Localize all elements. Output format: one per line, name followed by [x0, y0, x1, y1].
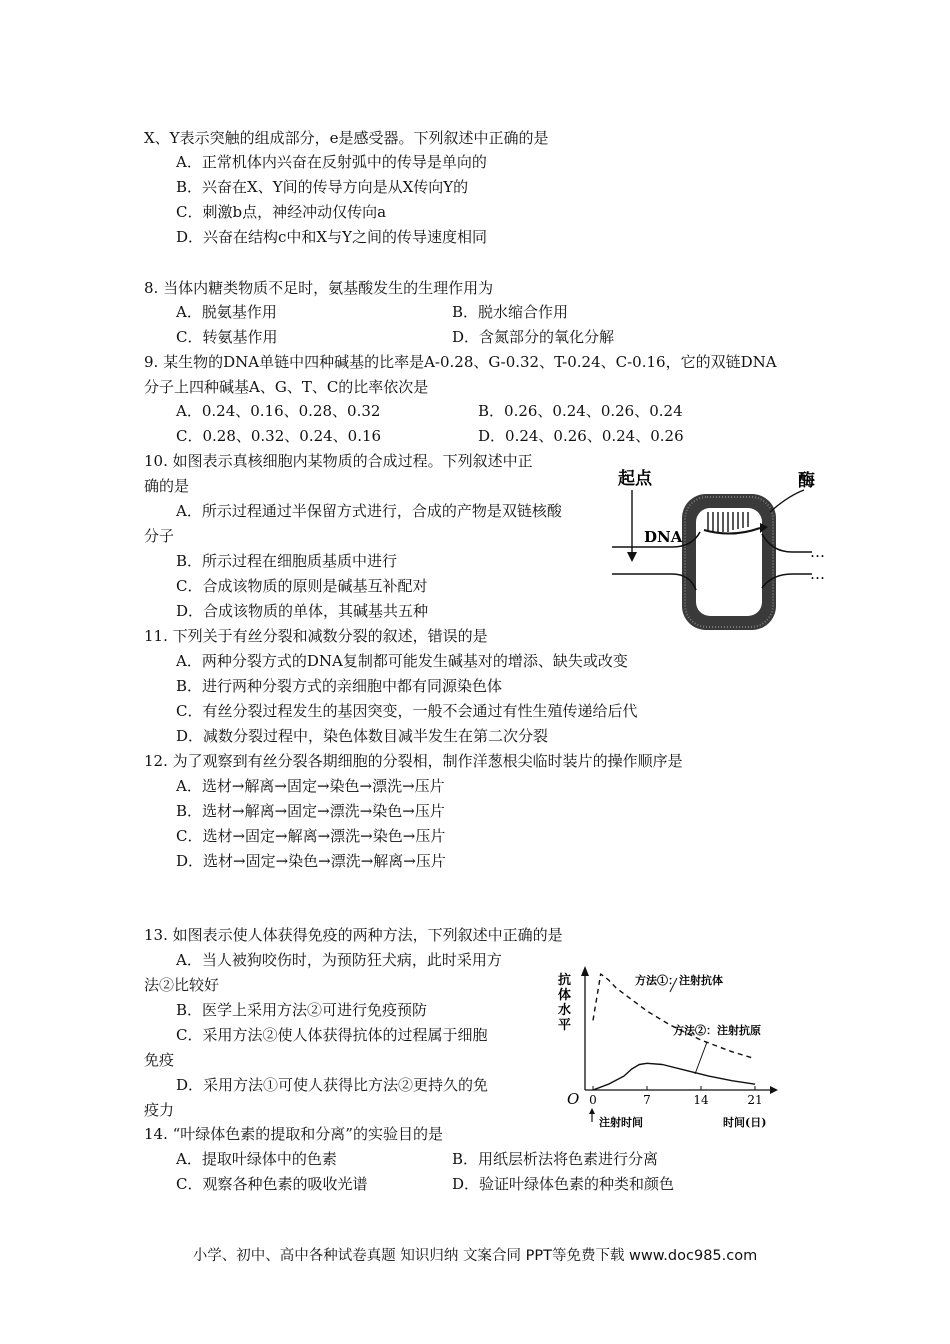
origin-label: O	[567, 1090, 580, 1108]
dna-replication-figure	[612, 462, 832, 640]
y-axis-label-char: 体	[558, 988, 572, 1003]
q14-option-b: B．用纸层析法将色素进行分离	[452, 1150, 659, 1168]
antibody-level-chart	[555, 962, 785, 1132]
q14-stem: 14. “叶绿体色素的提取和分离”的实验目的是	[144, 1125, 443, 1143]
q9-option-b: B．0.26、0.24、0.26、0.24	[478, 402, 683, 420]
q9-stem-line2: 分子上四种碱基A、G、T、C的比率依次是	[144, 378, 429, 396]
q14-option-a: A．提取叶绿体中的色素	[176, 1150, 337, 1168]
q13-option-a-cont: 法②比较好	[144, 976, 220, 994]
injection-time-label: 注射时间	[599, 1116, 643, 1129]
q7-option-c: C．刺激b点，神经冲动仅传向a	[176, 203, 387, 221]
q9-option-a: A．0.24、0.16、0.28、0.32	[176, 402, 381, 420]
x-tick-label: 21	[747, 1093, 763, 1107]
q8-stem: 8. 当体内糖类物质不足时，氨基酸发生的生理作用为	[144, 279, 494, 297]
q13-stem: 13. 如图表示使人体获得免疫的两种方法，下列叙述中正确的是	[144, 926, 563, 944]
x-axis-label: 时间(日)	[723, 1116, 767, 1129]
x-tick-label: 14	[693, 1093, 709, 1107]
q9-stem-line1: 9. 某生物的DNA单链中四种碱基的比率是A-0.28、G-0.32、T-0.24、C-0.16，它的双链DNA	[144, 353, 777, 371]
q13-option-c: C．采用方法②使人体获得抗体的过程属于细胞	[176, 1026, 488, 1044]
y-axis-label-char: 平	[558, 1018, 572, 1033]
label-enzyme: 酶	[798, 471, 815, 491]
q7-option-b: B．兴奋在X、Y间的传导方向是从X传向Y的	[176, 178, 469, 196]
q10-option-b: B．所示过程在细胞质基质中进行	[176, 552, 398, 570]
q13-option-d-cont: 疫力	[144, 1101, 175, 1119]
legend-method-2: 方法②：注射抗原	[673, 1024, 761, 1037]
q10-stem-line2: 确的是	[144, 477, 190, 495]
q7-stem: X、Y表示突触的组成部分，e是感受器。下列叙述中正确的是	[144, 129, 549, 147]
q10-option-d: D．合成该物质的单体，其碱基共五种	[176, 602, 429, 620]
q11-option-d: D．减数分裂过程中，染色体数目减半发生在第二次分裂	[176, 727, 549, 745]
label-origin: 起点	[618, 469, 652, 489]
q8-option-a: A．脱氨基作用	[176, 303, 277, 321]
label-dna: DNA	[644, 528, 683, 546]
q13-option-b: B．医学上采用方法②可进行免疫预防	[176, 1001, 428, 1019]
y-axis-label	[558, 972, 571, 1033]
q12-option-d: D．选材→固定→染色→漂洗→解离→压片	[176, 852, 446, 870]
q13-option-c-cont: 免疫	[144, 1051, 175, 1069]
q8-option-b: B．脱水缩合作用	[452, 303, 569, 321]
q9-option-d: D．0.24、0.26、0.24、0.26	[478, 427, 684, 445]
page-footer: 小学、初中、高中各种试卷真题 知识归纳 文案合同 PPT等免费下载 www.doc985.com	[192, 1248, 758, 1264]
q11-option-a: A．两种分裂方式的DNA复制都可能发生碱基对的增添、缺失或改变	[176, 652, 628, 670]
bubble-inner	[696, 508, 762, 616]
q9-option-c: C．0.28、0.32、0.24、0.16	[176, 427, 382, 445]
label-dots-top: …	[810, 543, 825, 561]
q7-option-a: A．正常机体内兴奋在反射弧中的传导是单向的	[176, 153, 487, 171]
legend-method-1: 方法①：注射抗体	[635, 974, 723, 987]
q13-option-a: A．当人被狗咬伤时，为预防狂犬病，此时采用方	[176, 951, 502, 969]
q12-option-a: A．选材→解离→固定→染色→漂洗→压片	[176, 777, 445, 795]
x-tick-label: 0	[589, 1093, 597, 1107]
q10-stem-line1: 10. 如图表示真核细胞内某物质的合成过程。下列叙述中正	[144, 452, 533, 470]
q8-option-d: D．含氮部分的氧化分解	[452, 328, 615, 346]
q12-option-b: B．选材→解离→固定→漂洗→染色→压片	[176, 802, 445, 820]
q11-option-c: C．有丝分裂过程发生的基因突变，一般不会通过有性生殖传递给后代	[176, 702, 638, 720]
q8-option-c: C．转氨基作用	[176, 328, 278, 346]
series-line-method-2	[593, 1063, 755, 1090]
q10-option-a-cont: 分子	[144, 527, 175, 545]
q14-option-d: D．验证叶绿体色素的种类和颜色	[452, 1175, 675, 1193]
q7-option-d: D．兴奋在结构c中和X与Y之间的传导速度相同	[176, 228, 488, 246]
q10-option-c: C．合成该物质的原则是碱基互补配对	[176, 577, 428, 595]
q14-option-c: C．观察各种色素的吸收光谱	[176, 1175, 368, 1193]
q11-option-b: B．进行两种分裂方式的亲细胞中都有同源染色体	[176, 677, 503, 695]
q13-option-d: D．采用方法①可使人获得比方法②更持久的免	[176, 1076, 489, 1094]
q10-option-a: A．所示过程通过半保留方式进行，合成的产物是双链核酸	[176, 502, 562, 520]
y-axis-label-char: 抗	[558, 973, 572, 988]
q12-option-c: C．选材→固定→解离→漂洗→染色→压片	[176, 827, 446, 845]
y-axis-label-char: 水	[558, 1003, 572, 1018]
q11-stem: 11. 下列关于有丝分裂和减数分裂的叙述，错误的是	[144, 627, 488, 645]
q12-stem: 12. 为了观察到有丝分裂各期细胞的分裂相，制作洋葱根尖临时装片的操作顺序是	[144, 752, 683, 770]
label-dots-bottom: …	[810, 565, 825, 583]
enzyme-pointer	[770, 490, 804, 512]
x-tick-label: 7	[643, 1093, 651, 1107]
